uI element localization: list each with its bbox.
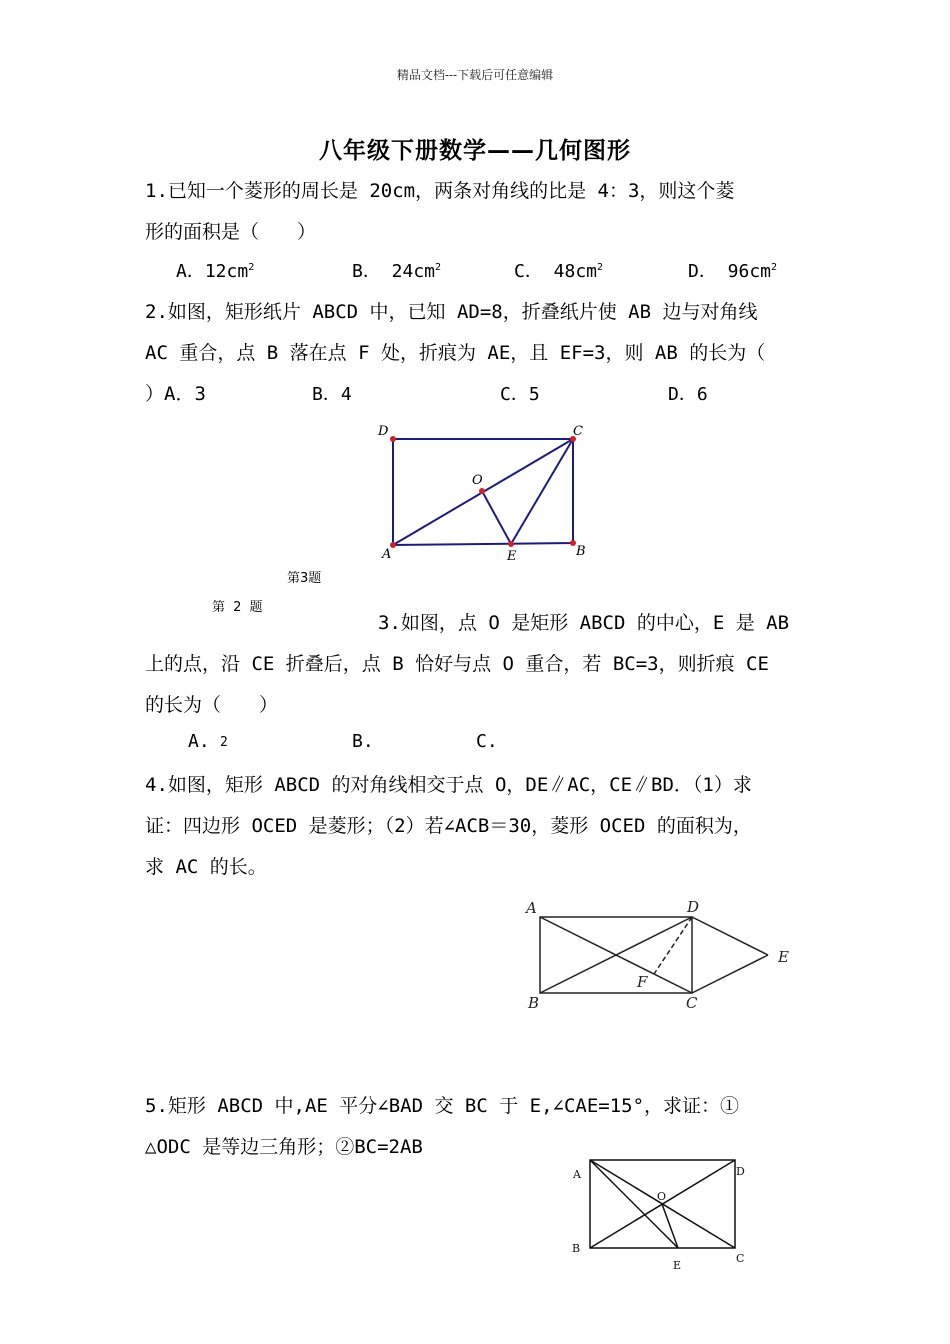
q2-line3: ）A．3	[145, 383, 206, 405]
q2-option-c: C．5	[500, 384, 540, 405]
q1-option-a: A．$12cm^2$	[176, 261, 255, 282]
q2-option-d: D．6	[668, 384, 708, 405]
q2-line1: 2.如图，矩形纸片 ABCD 中，已知 AD=8，折叠纸片使 AB 边与对角线	[145, 301, 758, 323]
q1-line2: 形的面积是（ ）	[145, 221, 317, 243]
q3-option-b: B.	[352, 731, 374, 752]
q1-option-d: D． $96cm^2$	[688, 261, 778, 282]
fig3-label-b: B	[572, 1242, 581, 1255]
fig2-caption: 第 2 题	[212, 600, 265, 615]
figure-rectangle-fold	[368, 415, 598, 570]
figure-rectangle-bisector	[560, 1150, 760, 1275]
fig1-label-d: D	[378, 424, 389, 439]
figure-rhombus-oced	[520, 895, 810, 1015]
fig1-label-a: A	[382, 547, 392, 562]
q2-option-b: B．4	[312, 384, 352, 405]
fig3-label-e: E	[673, 1259, 682, 1272]
fig3-segment-oe	[662, 1204, 678, 1248]
q3-option-a-value: 2	[220, 735, 228, 750]
q3-line1: 3.如图，点 O 是矩形 ABCD 的中心，E 是 AB	[378, 612, 790, 634]
fig2-dashed-df	[654, 917, 692, 974]
fig1-point-e	[508, 541, 514, 547]
q5-line1: 5.矩形 ABCD 中,AE 平分∠BAD 交 BC 于 E,∠CAE=15°，求证：①	[145, 1095, 740, 1117]
fig1-point-o	[479, 488, 485, 494]
fig2-label-e: E	[778, 948, 789, 966]
fig1-label-b: B	[576, 544, 586, 559]
fig2-segment-ce	[692, 955, 768, 993]
fig1-label-e: E	[507, 549, 517, 564]
q4-line1: 4.如图，矩形 ABCD 的对角线相交于点 O，DE∥AC，CE∥BD．（1）求	[145, 774, 752, 796]
q1-line1: 1.已知一个菱形的周长是 20cm，两条对角线的比是 4：3，则这个菱	[145, 180, 735, 202]
fig3-bisector-ae	[590, 1160, 678, 1248]
q3-option-a: A.	[188, 731, 210, 752]
q3-line3: 的长为（ ）	[145, 694, 279, 716]
q4-line2: 证：四边形 OCED 是菱形；（2）若∠ACB＝30，菱形 OCED 的面积为，	[145, 815, 752, 837]
q4-line3: 求 AC 的长。	[145, 856, 267, 878]
page-header: 精品文档---下载后可任意编辑	[396, 68, 554, 82]
q1-option-c: C． $48cm^2$	[514, 261, 604, 282]
fig3-label-a: A	[573, 1168, 581, 1181]
q5-line2: △ODC 是等边三角形；②BC=2AB	[145, 1136, 423, 1158]
fig3-label-o: O	[657, 1190, 667, 1203]
fig1-label-c: C	[573, 424, 583, 439]
fig2-label-c: C	[686, 994, 698, 1012]
fig2-label-d: D	[687, 898, 700, 916]
fig1-segment-ec	[511, 439, 573, 544]
fig2-label-b: B	[528, 994, 540, 1012]
q1-option-b: B． $24cm^2$	[352, 261, 442, 282]
q3-line2: 上的点，沿 CE 折叠后，点 B 恰好与点 O 重合，若 BC=3，则折痕 CE	[145, 653, 769, 675]
fig2-segment-de	[692, 917, 768, 955]
fig1-segment-oe	[482, 491, 511, 544]
fig1-caption: 第3题	[287, 571, 322, 586]
page-title: 八年级下册数学——几何图形	[319, 138, 631, 164]
fig2-label-a: A	[526, 899, 537, 917]
fig1-label-o: O	[472, 473, 483, 488]
fig3-label-d: D	[736, 1165, 745, 1178]
q2-line2: AC 重合，点 B 落在点 F 处，折痕为 AE，且 EF=3，则 AB 的长为（	[145, 342, 766, 364]
fig3-label-c: C	[736, 1252, 745, 1265]
q3-option-c: C.	[476, 731, 498, 752]
fig1-point-d	[390, 436, 396, 442]
fig2-label-f: F	[637, 973, 648, 991]
